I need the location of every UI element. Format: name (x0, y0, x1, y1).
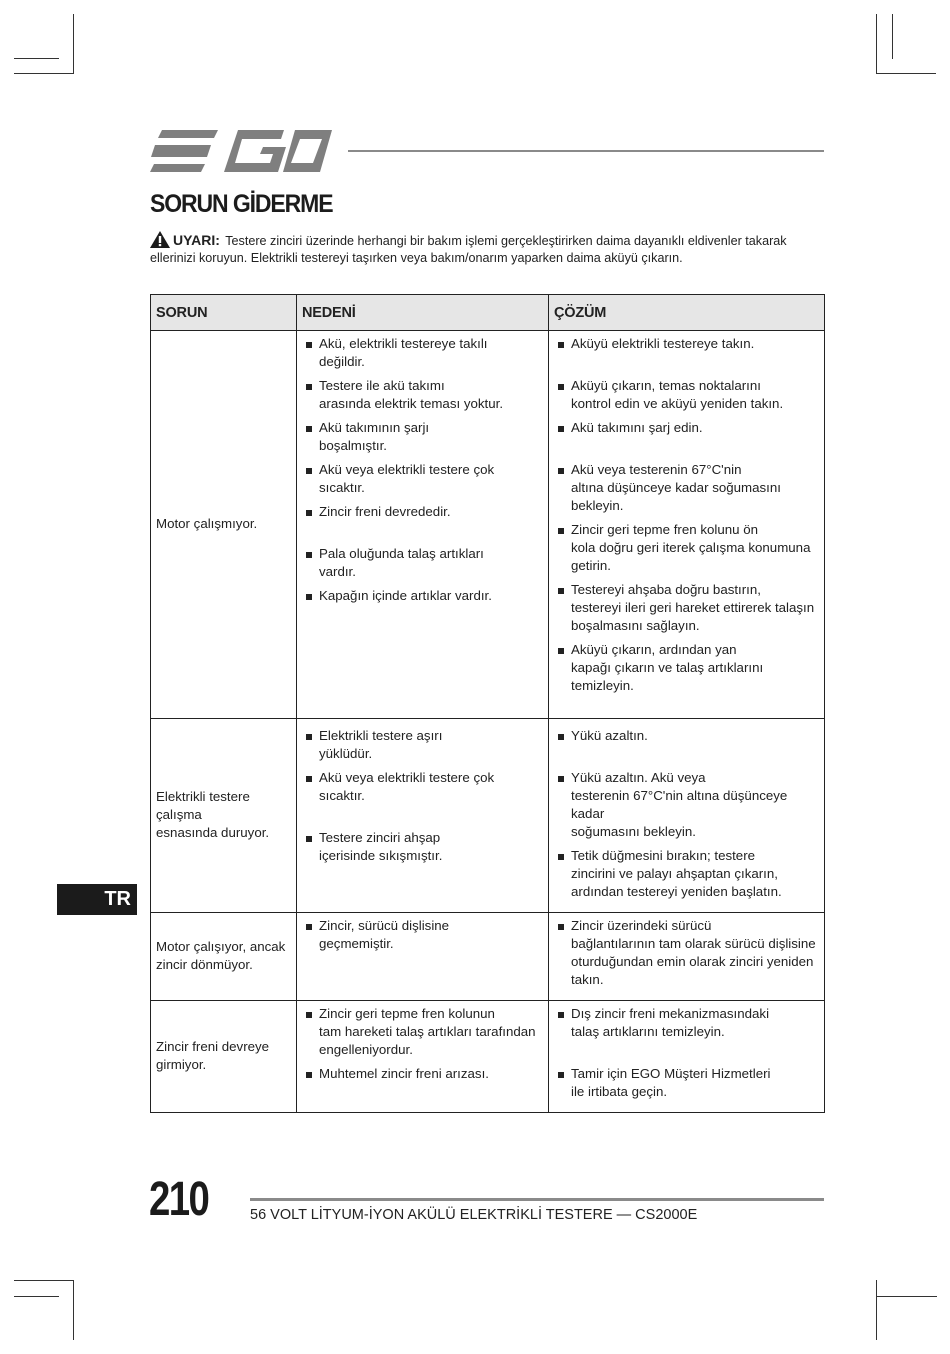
solution-item: Aküyü elektrikli testereye takın. (554, 335, 819, 353)
page-number: 210 (149, 1173, 209, 1226)
table-header-row (151, 295, 825, 331)
crop-mark (14, 1296, 59, 1297)
problem-cell (151, 331, 297, 719)
warning-icon (150, 231, 170, 248)
problem-text: Motor çalışıyor, ancak zincir dönmüyor. (156, 939, 286, 972)
cause-cell (297, 719, 549, 913)
problem-text: Elektrikli testere çalışma esnasında duruyor. (156, 789, 270, 840)
crop-mark (73, 14, 74, 74)
solution-cell (549, 913, 825, 1001)
header-cause: NEDENİ (297, 295, 549, 331)
problem-text: Zincir freni devreye girmiyor. (156, 1039, 270, 1072)
footer-rule (250, 1198, 824, 1201)
crop-mark (876, 73, 936, 74)
cause-item: Akü, elektrikli testereye takılı değildir. (302, 335, 543, 371)
solution-item: Tamir için EGO Müşteri Hizmetleri ile irtibata geçin. (554, 1065, 819, 1101)
cause-item: Testere ile akü takımı arasında elektrik teması yoktur. (302, 377, 543, 413)
cause-item: Zincir geri tepme fren kolunun tam hareketi talaş artıkları tarafından engelleniyordur. (302, 1005, 543, 1059)
header-rule (348, 150, 824, 152)
solution-cell (549, 331, 825, 719)
warning-label: UYARI: (173, 232, 220, 248)
table-row (151, 913, 825, 1001)
crop-mark (73, 1280, 74, 1340)
cause-item: Elektrikli testere aşırı yüklüdür. (302, 727, 543, 763)
footer-text: 56 VOLT LİTYUM-İYON AKÜLÜ ELEKTRİKLİ TESTERE — CS2000E (250, 1207, 698, 1223)
troubleshooting-table (150, 294, 825, 1113)
crop-mark (14, 58, 59, 59)
crop-mark (14, 73, 74, 74)
solution-item: Aküyü çıkarın, temas noktalarını kontrol edin ve aküyü yeniden takın. (554, 377, 819, 413)
language-tab: TR (57, 884, 137, 915)
header-solution: ÇÖZÜM (549, 295, 825, 331)
header-problem: SORUN (151, 295, 297, 331)
solution-item: Aküyü çıkarın, ardından yan kapağı çıkarın ve talaş artıklarını temizleyin. (554, 641, 819, 695)
solution-item: Akü takımını şarj edin. (554, 419, 819, 437)
warning-text: Testere zinciri üzerinde herhangi bir bakım işlemi gerçekleştirirken daima dayanıklı eldivenler takarak ellerinizi koruyun. Elektrikli testereyi taşırken veya bakım/onarım yaparken daima aküyü çıkarın. (150, 234, 787, 265)
cause-cell (297, 913, 549, 1001)
solution-cell (549, 1001, 825, 1113)
crop-mark (876, 1280, 877, 1340)
problem-cell (151, 719, 297, 913)
section-title: SORUN GİDERME (150, 190, 333, 218)
cause-cell (297, 331, 549, 719)
cause-cell (297, 1001, 549, 1113)
cause-item: Muhtemel zincir freni arızası. (302, 1065, 543, 1083)
cause-item: Akü takımının şarjı boşalmıştır. (302, 419, 543, 455)
solution-item: Tetik düğmesini bırakın; testere zincirini ve palayı ahşaptan çıkarın, ardından testereyi yeniden başlatın. (554, 847, 819, 901)
cause-item: Akü veya elektrikli testere çok sıcaktır. (302, 769, 543, 805)
solution-item: Dış zincir freni mekanizmasındaki talaş artıklarını temizleyin. (554, 1005, 819, 1041)
problem-text: Motor çalışmıyor. (156, 516, 258, 531)
solution-item: Yükü azaltın. (554, 727, 819, 745)
crop-mark (892, 14, 893, 59)
problem-cell (151, 1001, 297, 1113)
crop-mark (876, 1296, 936, 1297)
cause-item: Akü veya elektrikli testere çok sıcaktır. (302, 461, 543, 497)
table-row (151, 1001, 825, 1113)
cause-item: Pala oluğunda talaş artıkları vardır. (302, 545, 543, 581)
solution-item: Zincir geri tepme fren kolunu ön kola doğru geri iterek çalışma konumuna getirin. (554, 521, 819, 575)
solution-item: Akü veya testerenin 67°C'nin altına düşünceye kadar soğumasını bekleyin. (554, 461, 819, 515)
solution-cell (549, 719, 825, 913)
table-row (151, 331, 825, 719)
crop-mark (876, 14, 877, 74)
cause-item: Testere zinciri ahşap içerisinde sıkışmıştır. (302, 829, 543, 865)
cause-item: Kapağın içinde artıklar vardır. (302, 587, 543, 605)
cause-item: Zincir, sürücü dişlisine geçmemiştir. (302, 917, 543, 953)
solution-item: Zincir üzerindeki sürücü bağlantılarının tam olarak sürücü dişlisine oturduğundan emin olarak zinciri yeniden takın. (554, 917, 819, 989)
solution-item: Testereyi ahşaba doğru bastırın, testereyi ileri geri hareket ettirerek talaşın boşalmasını sağlayın. (554, 581, 819, 635)
solution-item: Yükü azaltın. Akü veya testerenin 67°C'nin altına düşünceye kadar soğumasını bekleyin. (554, 769, 819, 841)
table-row (151, 719, 825, 913)
warning-notice (150, 231, 822, 267)
problem-cell (151, 913, 297, 1001)
crop-mark (14, 1280, 74, 1281)
ego-logo (150, 130, 332, 172)
cause-item: Zincir freni devrededir. (302, 503, 543, 521)
